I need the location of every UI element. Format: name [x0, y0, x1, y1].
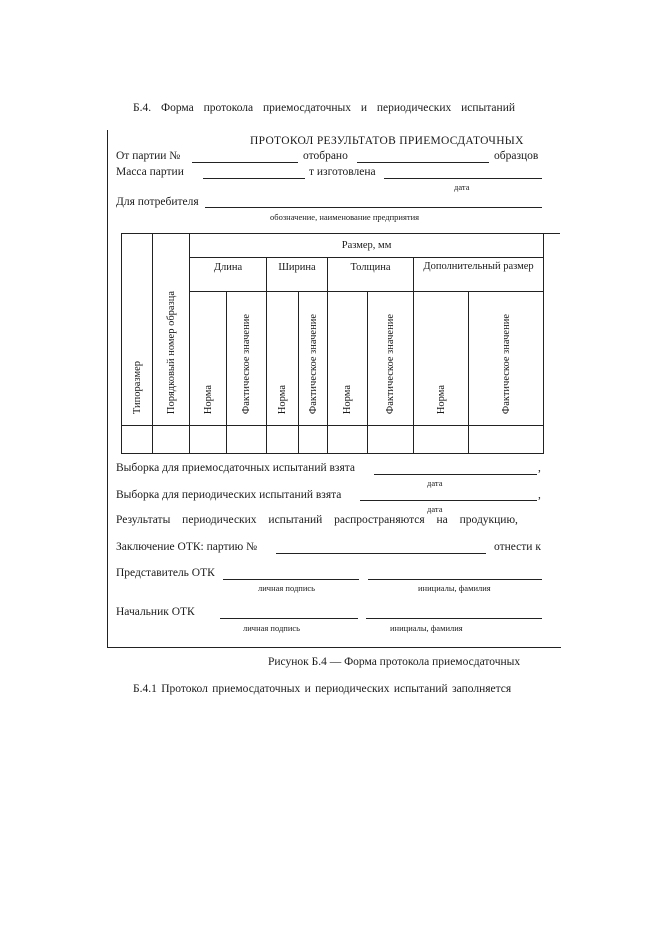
length-actual: Фактическое значение [227, 292, 267, 426]
col-size-type-header: Типоразмер [122, 234, 153, 426]
body-paragraph: Б.4.1 Протокол приемосдаточных и периодических испытаний заполняется [133, 683, 512, 695]
thickness-norm: Норма [328, 292, 368, 426]
conclusion-tail: отнести к [494, 541, 541, 553]
table-cell[interactable] [267, 426, 299, 454]
mass-line[interactable] [203, 178, 305, 179]
comma: , [538, 462, 541, 474]
additional-norm: Норма [414, 292, 469, 426]
table-cell[interactable] [227, 426, 267, 454]
selected-label: отобрано [303, 150, 348, 162]
signature-caption: личная подпись [258, 583, 316, 593]
representative-signature-line[interactable] [223, 579, 359, 580]
chief-label: Начальник ОТК [116, 606, 195, 618]
made-label: т изготовлена [309, 166, 376, 178]
initials-caption: инициалы, фамилия [418, 583, 491, 593]
table-cell[interactable] [469, 426, 544, 454]
acceptance-date-line[interactable] [374, 474, 537, 475]
thickness-actual: Фактическое значение [368, 292, 414, 426]
chief-initials-line[interactable] [366, 618, 542, 619]
size-header: Размер, мм [190, 234, 544, 258]
comma: , [538, 489, 541, 501]
selected-count-line[interactable] [357, 162, 489, 163]
section-heading: Б.4. Форма протокола приемосдаточных и периодических испытаний [133, 102, 516, 114]
periodic-date-caption: дата [427, 504, 443, 514]
periodic-sample-label: Выборка для периодических испытаний взята [116, 489, 342, 501]
table-top-extension [543, 233, 560, 234]
consumer-label: Для потребителя [116, 196, 199, 208]
table-cell[interactable] [328, 426, 368, 454]
initials-caption: инициалы, фамилия [390, 623, 463, 633]
protocol-title: ПРОТОКОЛ РЕЗУЛЬТАТОВ ПРИЕМОСДАТОЧНЫХ [250, 135, 524, 147]
table-cell[interactable] [190, 426, 227, 454]
additional-actual: Фактическое значение [469, 292, 544, 426]
table-cell[interactable] [368, 426, 414, 454]
table-cell[interactable] [153, 426, 190, 454]
width-actual: Фактическое значение [299, 292, 328, 426]
length-norm: Норма [190, 292, 227, 426]
acceptance-sample-label: Выборка для приемосдаточных испытаний взята [116, 462, 356, 474]
consumer-caption: обозначение, наименование предприятия [270, 212, 420, 222]
conclusion-line[interactable] [276, 553, 486, 554]
samples-label: образцов [494, 150, 539, 162]
col-serial-header: Порядковый номер образца [153, 234, 190, 426]
size-table [121, 233, 544, 454]
figure-caption: Рисунок Б.4 — Форма протокола приемосдаточных [268, 656, 521, 668]
periodic-date-line[interactable] [360, 500, 537, 501]
group-width: Ширина [267, 258, 328, 292]
batch-label: От партии № [116, 150, 181, 162]
group-thickness: Толщина [328, 258, 414, 292]
date-caption: дата [454, 182, 470, 192]
representative-label: Представитель ОТК [116, 567, 215, 579]
made-date-line[interactable] [384, 178, 542, 179]
table-cell[interactable] [122, 426, 153, 454]
mass-label: Масса партии [116, 166, 184, 178]
conclusion-label: Заключение ОТК: партию № [116, 541, 258, 553]
group-additional: Дополнительный размер [414, 258, 544, 292]
acceptance-date-caption: дата [427, 478, 443, 488]
table-row [122, 426, 544, 454]
periodic-results-text: Результаты периодических испытаний распространяются на продукцию, [116, 514, 518, 526]
representative-initials-line[interactable] [368, 579, 542, 580]
consumer-line[interactable] [205, 207, 542, 208]
width-norm: Норма [267, 292, 299, 426]
group-length: Длина [190, 258, 267, 292]
signature-caption: личная подпись [243, 623, 301, 633]
table-cell[interactable] [299, 426, 328, 454]
table-cell[interactable] [414, 426, 469, 454]
chief-signature-line[interactable] [220, 618, 358, 619]
batch-number-line[interactable] [192, 162, 298, 163]
